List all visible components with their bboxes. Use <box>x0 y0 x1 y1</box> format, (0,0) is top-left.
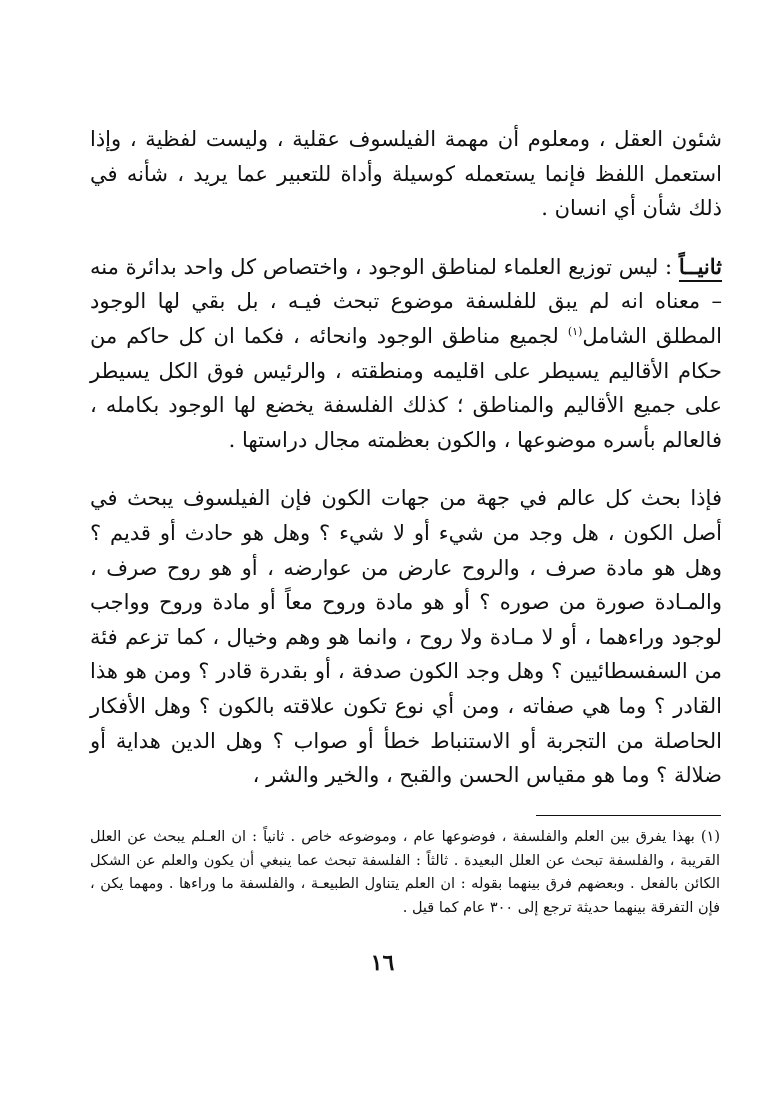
page-number: ١٦ <box>370 950 395 976</box>
footnote-marker[interactable]: (١) <box>567 324 583 338</box>
paragraph-1: شئون العقل ، ومعلوم أن مهمة الفيلسوف عقلية ، وليست لفظية ، وإذا استعمل اللفظ فإنما يستعمله كوسيلة وأداة للتعبير عما يريد ، شأنه في ذلك شأن أي انسان . <box>90 127 722 221</box>
paragraph-2-text-a: : ليس توزيع العلماء لمناطق الوجود ، واختصاص كل واحد بدائرة منه – معناه انه لم يبق للفلسفة موضوع تبحث فيـه ، بل بقي لها الوجود المطلق الشامل <box>90 254 722 348</box>
footnote: (١) بهذا يفرق بين العلم والفلسفة ، فوضوعها عام ، وموضوعه خاص . ثانياً : ان العـلم يبحث عن العلل القريبة ، والفلسفة تبحث عن العلل البعيدة . ثالثاً : الفلسفة تبحث عما ينبغي أن يكون والعلم عن الشكل الكائن بالفعل . وبعضهم فرق بينهما بقوله : ان العلم يتناول الطبيعـة ، والفلسفة ما وراءها . ومهما يكن ، فإن التفرقة بينهما حديثة ترجع إلى ٣٠٠ عام كما قيل . <box>90 829 720 916</box>
footnote-divider <box>536 815 721 816</box>
paragraph-2 <box>90 250 722 458</box>
section-heading-secondly: ثانيــاً <box>679 254 722 282</box>
main-text <box>90 122 722 793</box>
paragraph-2-text-b: لجميع مناطق الوجود وانحائه ، فكما ان كل حاكم من حكام الأقاليم يسيطر على اقليمه ومنطقته ، والرئيس فوق الكل يسيطر على جميع الأقاليم والمناطق ؛ كذلك الفلسفة يخضع لها الوجود بكامله ، فالعالم بأسره موضوعها ، والكون بعظمته مجال دراستها . <box>90 323 722 452</box>
paragraph-3: فإذا بحث كل عالم في جهة من جهات الكون فإن الفيلسوف يبحث في أصل الكون ، هل وجد من شيء أو لا شيء ؟ وهل هو حادث أو قديم ؟ وهل هو مادة صرف ، والروح عارض من عوارضه ، أو هو روح صرف ، والمـادة صورة من صوره ؟ أو هو مادة وروح معاً أو مادة وروح وواجب لوجود وراءهما ، أو لا مـادة ولا روح ، وانما هو وهم وخيال ، كما تزعم فئة من السفسطائيين ؟ وهل وجد الكون صدفة ، أو بقدرة قادر ؟ ومن هو هذا القادر ؟ وما هي صفاته ، ومن أي نوع تكون علاقته بالكون ؟ وهل الأفكار الحاصلة من التجربة أو الاستنباط خطأ أو صواب ؟ وهل الدين هداية أو ضلالة ؟ وما هو مقياس الحسن والقبح ، والخير والشر ، <box>90 486 722 788</box>
